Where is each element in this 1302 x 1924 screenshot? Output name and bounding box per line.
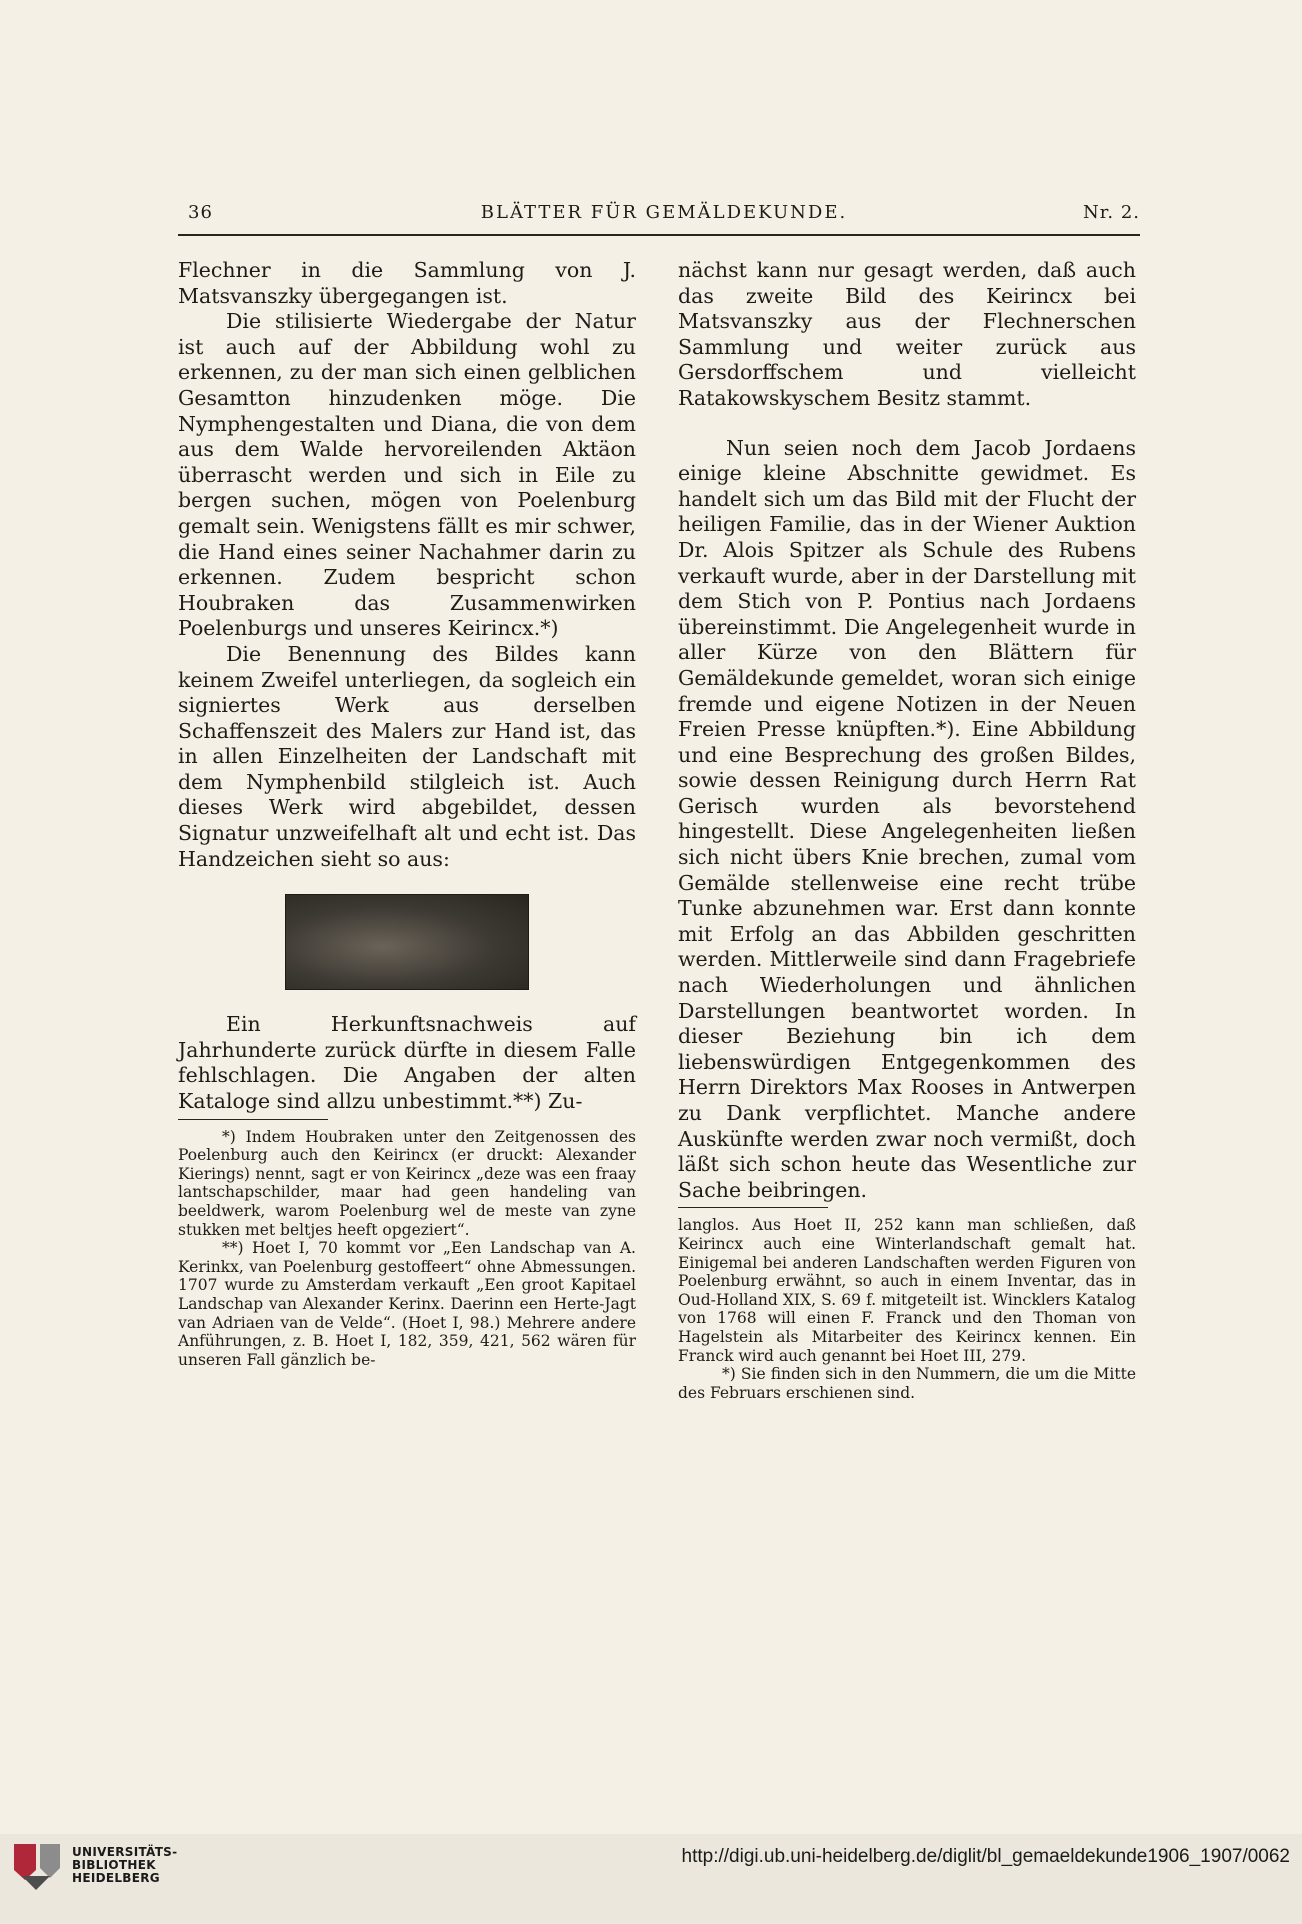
footnote: **) Hoet I, 70 kommt vor „Een Landschap van A. Kerinkx, van Poelenburg gestoffeert“ ohne Abmessungen. 1707 wurde zu Amsterdam verkauft „Een groot Kapitael Landschap van Alexander Kerinx. Daerinn een Herte-Jagt van Adriaen van de Velde“. (Hoet I, 98.) Mehrere andere Anführungen, z. B. Hoet I, 182, 359, 421, 562 wären für unseren Fall gänzlich be- — [178, 1239, 636, 1369]
paragraph: Die stilisierte Wiedergabe der Natur ist auch auf der Abbildung wohl zu erkennen, zu der man sich einen gelblichen Gesamtton hinzudenken möge. Die Nymphengestalten und Diana, die von dem aus dem Walde hervoreilenden Aktäon überrascht werden und sich in Eile zu bergen suchen, mögen von Poelenburg gemalt sein. Wenigstens fällt es mir schwer, die Hand eines seiner Nachahmer darin zu erkennen. Zudem bespricht schon Houbraken das Zusammenwirken Poelenburgs und unseres Keirincx.*) — [178, 309, 636, 641]
university-seal-icon — [10, 1840, 64, 1892]
viewer-footer — [0, 1834, 1302, 1924]
page-number: 36 — [188, 202, 213, 223]
left-column — [178, 258, 636, 1369]
footnote: *) Sie finden sich in den Nummern, die um die Mitte des Februars erschienen sind. — [678, 1365, 1136, 1402]
signature-image — [285, 894, 529, 990]
paragraph: nächst kann nur gesagt werden, daß auch das zweite Bild des Keirincx bei Matsvanszky aus der Flechnerschen Sammlung und weiter zurück aus Gersdorffschem und vielleicht Ratakowskyschem Besitz stammt. — [678, 258, 1136, 410]
header-rule — [178, 234, 1140, 236]
right-column — [678, 258, 1136, 1402]
library-name: UNIVERSITÄTS- BIBLIOTHEK HEIDELBERG — [72, 1845, 178, 1885]
running-header — [188, 198, 1140, 234]
paragraph: Die Benennung des Bildes kann keinem Zweifel unterliegen, da sogleich ein signiertes Werk aus derselben Schaffenszeit des Malers zur Hand ist, das in allen Einzelheiten der Landschaft mit dem Nymphenbild stilgleich ist. Auch dieses Werk wird abgebildet, dessen Signatur unzweifelhaft alt und echt ist. Das Handzeichen sieht so aus: — [178, 641, 636, 871]
paragraph: Nun seien noch dem Jacob Jordaens einige kleine Abschnitte gewidmet. Es handelt sich um das Bild mit der Flucht der heiligen Familie, das in der Wiener Auktion Dr. Alois Spitzer als Schule des Rubens verkauft wurde, aber in der Darstellung mit dem Stich von P. Pontius nach Jordaens übereinstimmt. Die Angelegenheit wurde in aller Kürze von den Blättern für Gemäldekunde gemeldet, woran sich einige fremde und eigene Notizen in der Neuen Freien Presse knüpften.*). Eine Abbildung und eine Besprechung des großen Bildes, sowie dessen Reinigung durch Herrn Rat Gerisch wurden als bevorstehend hingestellt. Diese Angelegenheiten ließen sich nicht übers Knie brechen, zumal vom Gemälde stellenweise eine recht trübe Tunke abzunehmen war. Erst dann konnte mit Erfolg an das Abbilden geschritten werden. Mittlerweile sind dann Fragebriefe nach Wiederholungen und ähnlichen Darstellungen beantwortet worden. In dieser Beziehung bin ich dem liebenswürdigen Entgegenkommen des Herrn Direktors Max Rooses in Antwerpen zu Dank verpflichtet. Manche andere Auskünfte werden zwar noch vermißt, doch läßt sich schon heute das Wesentliche zur Sache beibringen. — [678, 435, 1136, 1202]
paragraph-gap — [678, 412, 1136, 436]
issue-number: Nr. 2. — [1083, 202, 1140, 223]
footnote: langlos. Aus Hoet II, 252 kann man schließen, daß Keirincx auch eine Winterlandschaft gemalt hat. Einigemal bei anderen Landschaften werden Figuren von Poelenburg erwähnt, so auch in einem Inventar, das in Oud-Holland XIX, S. 69 f. mitgeteilt ist. Wincklers Katalog von 1768 will einen F. Franck und den Thoman von Hagelstein als Mitarbeiter des Keirincx kennen. Ein Franck wird auch genannt bei Hoet III, 279. — [678, 1216, 1136, 1365]
journal-title: BLÄTTER FÜR GEMÄLDEKUNDE. — [480, 202, 848, 223]
paragraph: Flechner in die Sammlung von J. Matsvanszky übergegangen ist. — [178, 258, 636, 308]
footnote-rule — [678, 1207, 828, 1208]
source-url[interactable]: http://digi.ub.uni-heidelberg.de/diglit/bl_gemaeldekunde1906_1907/0062 — [681, 1846, 1290, 1867]
footnote-rule — [178, 1119, 328, 1120]
paragraph: Ein Herkunftsnachweis auf Jahrhunderte zurück dürfte in diesem Falle fehlschlagen. Die Angaben der alten Kataloge sind allzu unbestimmt.**) Zu- — [178, 1012, 636, 1114]
footnote: *) Indem Houbraken unter den Zeitgenossen des Poelenburg auch den Keirincx (er druckt: Alexander Kierings) nennt, sagt er von Keirincx „deze was een fraay lantschapschilder, maar had geen handeling van beeldwerk, warom Poelenburg wel de meste van zyne stukken met beltjes heeft opgeziert“. — [178, 1127, 636, 1239]
